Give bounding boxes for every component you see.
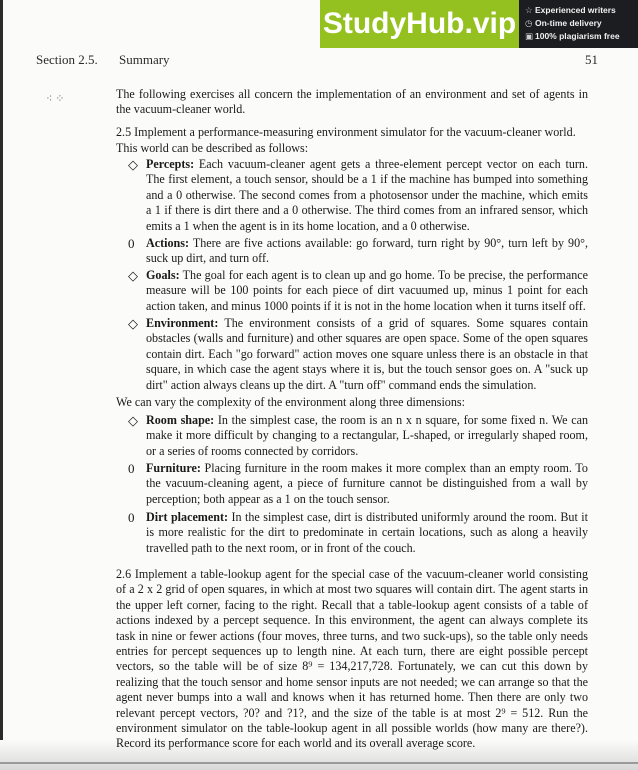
page-left-edge (0, 0, 3, 770)
environment-item (146, 316, 588, 393)
banner-features (525, 4, 634, 43)
furniture-text: Placing furniture in the room makes it more complex than an empty room. To the vacuum-cleaning agent, a piece of furniture cannot be distinguished from a wall by perception; both appear as a 1 on the touch sensor. (146, 461, 588, 506)
goals-term: Goals: (146, 268, 180, 282)
scan-speckle: ⁖ ⁘ (46, 93, 65, 105)
goals-item (146, 268, 588, 314)
zero-bullet-icon: 0 (128, 510, 135, 525)
page-number: 51 (585, 52, 598, 67)
page-bottom-line (0, 762, 638, 764)
diamond-bullet-icon: ◇ (128, 268, 138, 283)
zero-bullet-icon: 0 (128, 236, 135, 251)
furniture-item (146, 461, 588, 507)
complexity-intro: We can vary the complexity of the environment along three dimensions: (116, 395, 465, 409)
room-shape-text: In the simplest case, the room is an n x n square, for some fixed n. We can make it more difficult by changing to a rectangular, L-shaped, or irregularly shaped room, or a series of rooms connected by corridors. (146, 413, 588, 458)
furniture-term: Furniture: (146, 461, 201, 475)
document-check-icon: ▣ (525, 31, 534, 41)
section-label: Section 2.5. (36, 52, 98, 67)
percepts-term: Percepts: (146, 157, 195, 171)
diamond-bullet-icon: ◇ (128, 316, 138, 331)
banner-feature: ▣ 100% plagiarism free (525, 31, 620, 41)
percepts-item (146, 157, 588, 234)
diamond-bullet-icon: ◇ (128, 157, 138, 172)
zero-bullet-icon: 0 (128, 461, 135, 476)
exercise-2-5-lead: 2.5 Implement a performance-measuring environment simulator for the vacuum-cleaner world. (116, 125, 576, 139)
intro-paragraph: The following exercises all concern the implementation of an environment and set of agents in the vacuum-cleaner world. (116, 87, 588, 117)
studyhub-logo[interactable]: StudyHub.vip (320, 0, 519, 48)
banner-feature: ☆ Experienced writers (525, 5, 616, 15)
clock-icon: ◷ (525, 18, 533, 28)
actions-term: Actions: (146, 236, 189, 250)
dirt-placement-term: Dirt placement: (146, 510, 229, 524)
exercise-2-5-lead-2: This world can be described as follows: (116, 141, 309, 155)
banner-feature: ◷ On-time delivery (525, 18, 602, 28)
environment-term: Environment: (146, 316, 219, 330)
section-title: Summary (119, 52, 170, 67)
exercise-2-6-paragraph: 2.6 Implement a table-lookup agent for the special case of the vacuum-cleaner world consisting of a 2 x 2 grid of open squares, in which at most two squares will contain dirt. The agent starts in the upper left corner, facing to the right. Recall that a table-lookup agent consists of a table of actions indexed by a percept sequence. In this environment, the agent can always complete its task in nine or fewer actions (four moves, three turns, and two suck-ups), so the table only needs entries for percept sequences up to length nine. At each turn, there are eight possible percept vectors, so the table will be of size 8⁹ = 134,217,728. Fortunately, we can cut this down by realizing that the touch sensor and home sensor inputs are not needed; we can arrange so that the agent never bumps into a wall and knows when it has returned home. Then there are only two relevant percept vectors, ?0? and ?1?, and the size of the table is at most 2⁹ = 512. Run the environment simulator on the table-lookup agent in all possible worlds (how many are there?). Record its performance score for each world and its overall average score. (116, 567, 588, 751)
room-shape-item (146, 413, 588, 459)
actions-text: There are five actions available: go forward, turn right by 90°, turn left by 90°, suck up dirt, and turn off. (146, 236, 588, 266)
studyhub-banner[interactable] (320, 0, 638, 48)
star-icon: ☆ (525, 5, 533, 15)
environment-text: The environment consists of a grid of squares. Some squares contain obstacles (walls and furniture) and other squares are open space. Some of the open squares contain dirt. Each "go forward" action moves one square unless there is an obstacle in that square, in which case the agent stays where it is, but the touch sensor goes on. A "suck up dirt" action always cleans up the dirt. A "turn off" command ends the simulation. (146, 316, 588, 392)
dirt-placement-item (146, 510, 588, 556)
percepts-text: Each vacuum-cleaner agent gets a three-element percept vector on each turn. The first element, a touch sensor, should be a 1 if the machine has bumped into something and a 0 otherwise. The second comes from a photosensor under the machine, which emits a 1 if there is dirt there and a 0 otherwise. The third comes from an infrared sensor, which emits a 1 when the agent is in its home location, and a 0 otherwise. (146, 157, 588, 233)
dirt-placement-text: In the simplest case, dirt is distributed uniformly around the room. But it is more realistic for the dirt to predominate in certain locations, such as along a heavily travelled path to the next room, or in front of the couch. (146, 510, 588, 555)
diamond-bullet-icon: ◇ (128, 413, 138, 428)
goals-text: The goal for each agent is to clean up and go home. To be precise, the performance measure will be 100 points for each piece of dirt vacuumed up, minus 1 point for each action taken, and minus 1000 points if it is not in the home location when it turns itself off. (146, 268, 588, 313)
room-shape-term: Room shape: (146, 413, 215, 427)
actions-item (146, 236, 588, 267)
